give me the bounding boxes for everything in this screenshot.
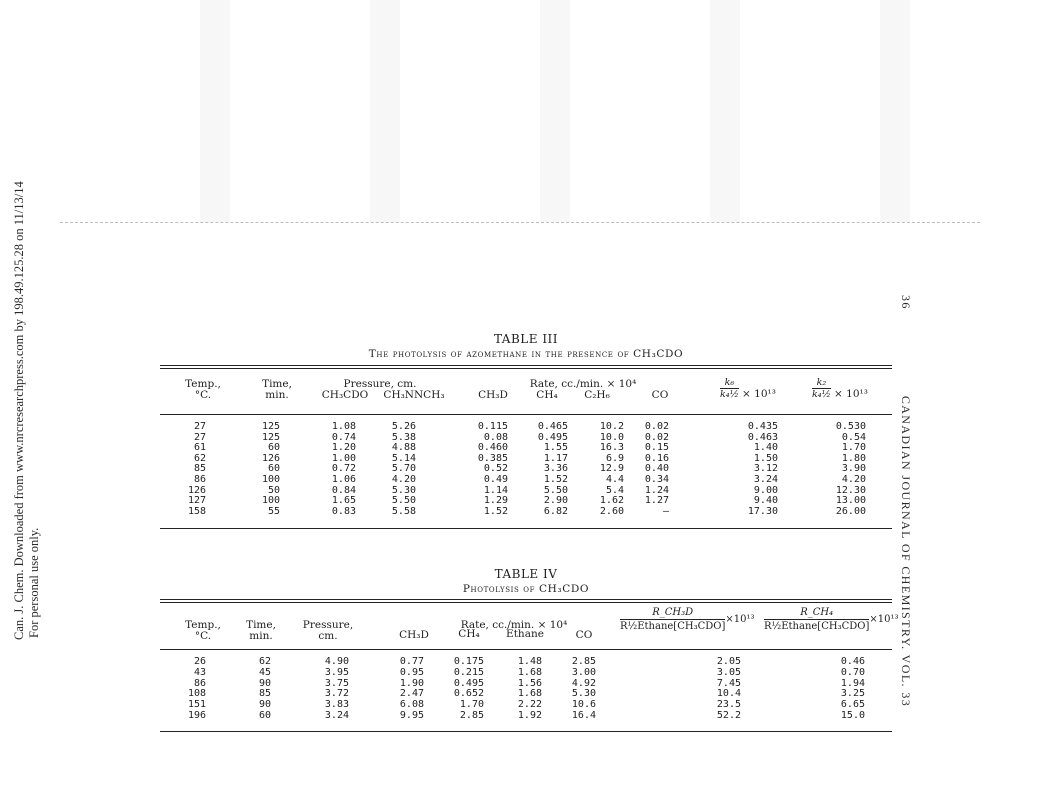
table4-cell: 2.47 — [399, 688, 424, 700]
table3-cell: 1.55 — [543, 442, 568, 454]
table3-cell: 126 — [261, 452, 280, 464]
table3-cell: 126 — [187, 484, 206, 496]
t4-header-ratio-ch3d — [620, 607, 754, 632]
t4-header-time-unit: min. — [249, 630, 273, 642]
t3-header-k2-mult: × 10¹³ — [834, 388, 868, 400]
table3-cell: 0.83 — [331, 505, 356, 517]
table3-cell: 0.02 — [644, 431, 669, 443]
table-iv-bottom-rule — [160, 731, 892, 732]
table4-cell: 1.70 — [459, 699, 484, 711]
table3-cell: 125 — [261, 421, 280, 432]
table3-cell: 0.115 — [477, 421, 508, 432]
t3-header-temp-unit: °C. — [194, 389, 212, 401]
table3-cell: 4.20 — [841, 474, 866, 485]
table3-cell: 16.3 — [599, 442, 624, 454]
table3-cell: 0.465 — [537, 421, 568, 432]
table4-cell: 3.24 — [324, 710, 349, 721]
t4-header-ratio-ch4 — [764, 607, 898, 632]
table4-cell: 4.90 — [324, 656, 349, 667]
table-iii-title: TABLE III — [493, 332, 559, 346]
table3-cell: 5.50 — [391, 495, 416, 507]
t3-header-rate: Rate, cc./min. × 10⁴ — [529, 378, 637, 390]
table3-cell: 0.54 — [841, 431, 866, 443]
t4-header-time — [236, 620, 286, 642]
t3-k2-denominator: k₄½ — [812, 389, 831, 400]
table3-cell: 0.08 — [483, 431, 508, 443]
table3-cell: 4.20 — [391, 474, 416, 485]
table3-cell: 12.9 — [599, 463, 624, 475]
table3-cell: 60 — [267, 442, 280, 454]
table3-cell: 100 — [261, 495, 280, 507]
table3-cell: 1.17 — [543, 452, 568, 464]
table3-cell: 27 — [193, 421, 206, 432]
table3-cell: 1.14 — [483, 484, 508, 496]
table3-cell: 1.52 — [483, 505, 508, 517]
table4-cell: 2.85 — [459, 710, 484, 721]
table4-cell: 3.05 — [716, 666, 741, 678]
table3-cell: 1.70 — [841, 442, 866, 454]
table3-cell: 127 — [187, 495, 206, 507]
t3-header-ch3cdo: CH₃CDO — [321, 389, 369, 401]
t4-ratio-ch4-denominator: R½Ethane[CH₃CDO] — [764, 621, 870, 632]
table3-cell: 9.00 — [753, 484, 778, 496]
table3-cell: 27 — [193, 431, 206, 443]
table4-cell: 0.495 — [453, 677, 484, 689]
table4-cell: 1.68 — [517, 688, 542, 700]
table4-cell: 0.95 — [399, 666, 424, 678]
table4-cell: 0.652 — [453, 688, 484, 700]
table3-cell: 1.08 — [331, 421, 356, 432]
table3-cell: 26.00 — [835, 505, 866, 517]
table3-cell: 62 — [193, 452, 206, 464]
table3-cell: 1.20 — [331, 442, 356, 454]
t4-ratio-ch3d-mult: ×10¹³ — [725, 614, 755, 625]
table3-cell: 0.72 — [331, 463, 356, 475]
table3-cell: 5.50 — [543, 484, 568, 496]
table4-cell: 2.22 — [517, 699, 542, 711]
table3-cell: 1.62 — [599, 495, 624, 507]
table4-cell: 1.90 — [399, 677, 424, 689]
table4-cell: 6.08 — [399, 699, 424, 711]
table4-cell: 45 — [258, 666, 271, 678]
table4-cell: 15.0 — [840, 710, 865, 721]
table3-cell: 0.495 — [537, 431, 568, 443]
t3-header-k6-mult: × 10¹³ — [742, 388, 776, 400]
table3-cell: 60 — [267, 463, 280, 475]
table3-cell: 5.26 — [391, 421, 416, 432]
t3-header-k6-fraction — [720, 377, 739, 400]
table3-cell: 85 — [193, 463, 206, 475]
t3-header-pressure: Pressure, cm. — [343, 378, 417, 390]
table4-cell: 60 — [258, 710, 271, 721]
table3-cell: 17.30 — [747, 505, 778, 517]
t3-header-co: CO — [651, 389, 669, 401]
t3-header-time-label: Time, — [262, 378, 292, 390]
table3-cell: 12.30 — [835, 484, 866, 496]
table4-cell: 4.92 — [571, 677, 596, 689]
table4-cell: 108 — [187, 688, 206, 700]
table4-cell: 2.05 — [716, 656, 741, 667]
table4-cell: 16.4 — [571, 710, 596, 721]
table4-cell: 86 — [193, 677, 206, 689]
table4-cell: 9.95 — [399, 710, 424, 721]
table3-cell: 0.385 — [477, 452, 508, 464]
table3-cell: 4.4 — [605, 474, 624, 485]
t3-k6-denominator: k₄½ — [720, 389, 739, 400]
table3-cell: 0.49 — [483, 474, 508, 485]
table4-cell: 1.56 — [517, 677, 542, 689]
table4-cell: 3.75 — [324, 677, 349, 689]
table3-cell: 125 — [261, 431, 280, 443]
table3-cell: 10.0 — [599, 431, 624, 443]
t4-ratio-ch3d-denominator: R½Ethane[CH₃CDO] — [620, 621, 726, 632]
table3-cell: 0.02 — [644, 421, 669, 432]
table4-cell: 90 — [258, 699, 271, 711]
table3-cell: 2.90 — [543, 495, 568, 507]
t3-header-c2h6: C₂H₆ — [584, 389, 610, 401]
table4-cell: 7.45 — [716, 677, 741, 689]
table4-cell: 1.48 — [517, 656, 542, 667]
table3-cell: 4.88 — [391, 442, 416, 454]
t4-header-ethane: Ethane — [506, 628, 544, 640]
table3-cell: 0.34 — [644, 474, 669, 485]
table4-cell: 0.77 — [399, 656, 424, 667]
table3-cell: 158 — [187, 505, 206, 517]
table3-cell: 5.14 — [391, 452, 416, 464]
table3-cell: 3.12 — [753, 463, 778, 475]
table3-cell: 1.00 — [331, 452, 356, 464]
table3-cell: — — [662, 505, 669, 517]
table4-cell: 5.30 — [571, 688, 596, 700]
table3-cell: 0.15 — [644, 442, 669, 454]
table-iv-title: TABLE IV — [494, 567, 558, 581]
table-iii-bottom-rule — [160, 528, 892, 529]
table-iii — [160, 332, 892, 532]
t4-ratio-ch4-mult: ×10¹³ — [869, 614, 899, 625]
table4-cell: 0.70 — [840, 666, 865, 678]
t3-header-k2-fraction — [812, 377, 831, 400]
t3-header-temp-label: Temp., — [185, 378, 221, 390]
t4-header-co: CO — [575, 629, 593, 641]
page-number: 36 — [899, 295, 913, 310]
table4-cell: 62 — [258, 656, 271, 667]
table4-cell: 1.68 — [517, 666, 542, 678]
t4-header-ch4: CH₄ — [458, 628, 480, 640]
t4-header-pressure-unit: cm. — [318, 630, 338, 642]
table3-cell: 1.50 — [753, 452, 778, 464]
table3-cell: 1.65 — [331, 495, 356, 507]
table3-cell: 0.460 — [477, 442, 508, 454]
t3-k2-numerator: k₂ — [812, 377, 831, 389]
table4-cell: 0.46 — [840, 656, 865, 667]
table3-cell: 1.52 — [543, 474, 568, 485]
table4-cell: 3.00 — [571, 666, 596, 678]
table-iv — [160, 567, 899, 737]
table-iv-top-rule — [160, 599, 892, 603]
t3-header-ch3d: CH₃D — [478, 389, 508, 401]
download-notice-line2: For personal use only. — [27, 527, 41, 638]
table4-cell: 3.72 — [324, 688, 349, 700]
t4-header-ch3d: CH₃D — [399, 629, 429, 641]
table4-cell: 151 — [187, 699, 206, 711]
table4-cell: 52.2 — [716, 710, 741, 721]
table3-cell: 6.82 — [543, 505, 568, 517]
table4-cell: 85 — [258, 688, 271, 700]
t4-header-temp-unit: °C. — [194, 630, 212, 642]
table4-cell: 6.65 — [840, 699, 865, 711]
table3-cell: 1.29 — [483, 495, 508, 507]
table3-cell: 5.4 — [605, 484, 624, 496]
table-iii-header-rule — [160, 414, 892, 415]
t4-header-temp-label: Temp., — [185, 619, 221, 631]
table4-cell: 10.4 — [716, 688, 741, 700]
t4-header-time-label: Time, — [246, 619, 276, 631]
table3-cell: 50 — [267, 484, 280, 496]
table3-cell: 3.90 — [841, 463, 866, 475]
t4-ratio-ch3d-numerator: R_CH₃D — [620, 607, 725, 620]
table3-cell: 0.16 — [644, 452, 669, 464]
table4-cell: 2.85 — [571, 656, 596, 667]
table4-cell: 1.94 — [840, 677, 865, 689]
table4-cell: 10.6 — [571, 699, 596, 711]
scan-artifact-top — [60, 0, 980, 222]
table4-cell: 23.5 — [716, 699, 741, 711]
table3-cell: 3.36 — [543, 463, 568, 475]
table-iii-subtitle: The photolysis of azomethane in the presence of CH₃CDO — [368, 348, 684, 360]
t3-header-time — [252, 379, 302, 401]
scan-divider — [60, 222, 980, 223]
table3-cell: 13.00 — [835, 495, 866, 507]
table3-cell: 5.30 — [391, 484, 416, 496]
table4-cell: 26 — [193, 656, 206, 667]
t4-ratio-ch4-numerator: R_CH₄ — [764, 607, 869, 620]
table3-cell: 2.60 — [599, 505, 624, 517]
table3-cell: 0.40 — [644, 463, 669, 475]
t3-header-temp — [178, 379, 228, 401]
table3-cell: 100 — [261, 474, 280, 485]
table4-cell: 90 — [258, 677, 271, 689]
table-iii-top-rule — [160, 365, 892, 369]
table4-cell: 0.215 — [453, 666, 484, 678]
t4-header-rate: Rate, cc./min. × 10⁴ — [460, 619, 568, 631]
table3-cell: 3.24 — [753, 474, 778, 485]
table-iv-header-rule — [160, 649, 892, 650]
t4-ratio-ch3d-fraction — [620, 607, 725, 632]
table3-cell: 1.80 — [841, 452, 866, 464]
table3-cell: 55 — [267, 505, 280, 517]
table3-cell: 0.435 — [747, 421, 778, 432]
table3-cell: 1.24 — [644, 484, 669, 496]
table3-cell: 0.74 — [331, 431, 356, 443]
t3-header-ch3nnch3: CH₃NNCH₃ — [383, 389, 445, 401]
table3-cell: 1.06 — [331, 474, 356, 485]
table4-cell: 0.175 — [453, 656, 484, 667]
table4-cell: 43 — [193, 666, 206, 678]
table-iv-subtitle: Photolysis of CH₃CDO — [462, 583, 590, 595]
t4-ratio-ch4-fraction — [764, 607, 869, 632]
table3-cell: 10.2 — [599, 421, 624, 432]
table4-cell: 3.95 — [324, 666, 349, 678]
running-header — [898, 295, 913, 707]
table4-cell: 196 — [187, 710, 206, 721]
t3-header-ch4: CH₄ — [536, 389, 558, 401]
table3-cell: 5.58 — [391, 505, 416, 517]
t3-header-time-unit: min. — [265, 389, 289, 401]
table3-cell: 0.530 — [835, 421, 866, 432]
table3-cell: 86 — [193, 474, 206, 485]
download-notice-line1: Can. J. Chem. Downloaded from www.nrcresearchpress.com by 198.49.125.28 on 11/13/14 — [12, 181, 26, 640]
table3-cell: 1.27 — [644, 495, 669, 507]
table3-cell: 0.52 — [483, 463, 508, 475]
t4-header-temp — [178, 620, 228, 642]
table3-cell: 61 — [193, 442, 206, 454]
journal-title: CANADIAN JOURNAL OF CHEMISTRY. VOL. 33 — [899, 395, 913, 708]
t4-header-pressure — [300, 620, 356, 642]
table3-cell: 0.463 — [747, 431, 778, 443]
table4-cell: 3.25 — [840, 688, 865, 700]
table3-cell: 9.40 — [753, 495, 778, 507]
table3-cell: 0.84 — [331, 484, 356, 496]
table3-cell: 5.70 — [391, 463, 416, 475]
table3-cell: 5.38 — [391, 431, 416, 443]
t3-k6-numerator: k₆ — [720, 377, 739, 389]
table4-cell: 3.83 — [324, 699, 349, 711]
table3-cell: 6.9 — [605, 452, 624, 464]
t4-header-pressure-label: Pressure, — [302, 619, 354, 631]
download-notice — [12, 181, 42, 640]
table4-cell: 1.92 — [517, 710, 542, 721]
table3-cell: 1.40 — [753, 442, 778, 454]
